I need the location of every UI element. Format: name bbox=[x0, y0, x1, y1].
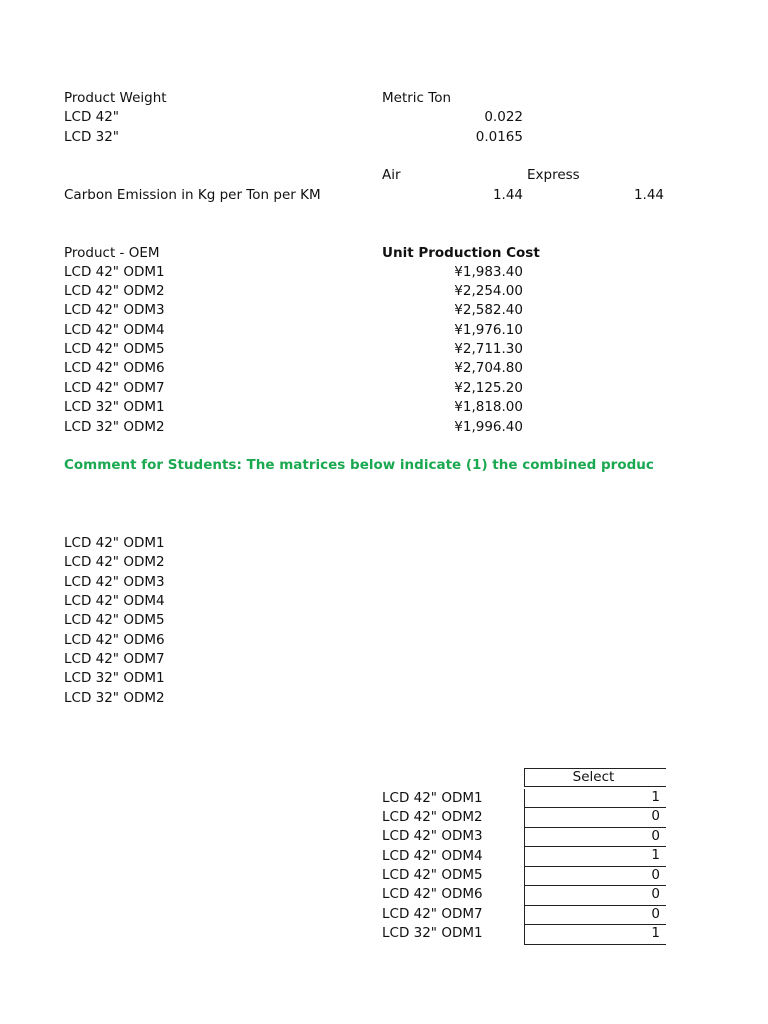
list-item: LCD 42" ODM6 bbox=[64, 632, 165, 648]
cost-row-value: ¥1,996.40 bbox=[454, 419, 523, 435]
cost-row-name: LCD 42" ODM7 bbox=[64, 380, 165, 396]
select-row-name: LCD 32" ODM1 bbox=[382, 925, 483, 941]
list-item: LCD 42" ODM3 bbox=[64, 574, 165, 590]
air-emission-value: 1.44 bbox=[492, 187, 523, 203]
student-comment: Comment for Students: The matrices below indicate (1) the combined produc bbox=[64, 457, 654, 473]
express-emission-value: 1.44 bbox=[633, 187, 664, 203]
cost-row-name: LCD 42" ODM4 bbox=[64, 322, 165, 338]
cost-row-name: LCD 42" ODM3 bbox=[64, 302, 165, 318]
product-weight-label: Product Weight bbox=[64, 90, 167, 106]
select-cell[interactable] bbox=[524, 886, 666, 906]
select-row-name: LCD 42" ODM3 bbox=[382, 828, 483, 844]
select-cell[interactable] bbox=[524, 808, 666, 828]
cost-row-name: LCD 42" ODM6 bbox=[64, 360, 165, 376]
select-cell-value: 0 bbox=[651, 906, 660, 922]
cost-row-value: ¥1,976.10 bbox=[454, 322, 523, 338]
select-cell-value: 1 bbox=[651, 925, 660, 941]
select-row-name: LCD 42" ODM4 bbox=[382, 848, 483, 864]
select-cell-value: 0 bbox=[651, 867, 660, 883]
metric-ton-header: Metric Ton bbox=[382, 90, 452, 106]
list-item: LCD 42" ODM4 bbox=[64, 593, 165, 609]
select-cell[interactable] bbox=[524, 925, 666, 945]
list-item: LCD 42" ODM5 bbox=[64, 612, 165, 628]
select-cell[interactable] bbox=[524, 847, 666, 867]
unit-production-cost-header: Unit Production Cost bbox=[382, 245, 540, 261]
select-row-name: LCD 42" ODM2 bbox=[382, 809, 483, 825]
cost-row-name: LCD 42" ODM5 bbox=[64, 341, 165, 357]
select-row-name: LCD 42" ODM1 bbox=[382, 790, 483, 806]
select-row-name: LCD 42" ODM6 bbox=[382, 886, 483, 902]
select-row-name: LCD 42" ODM7 bbox=[382, 906, 483, 922]
express-header: Express bbox=[527, 167, 580, 183]
list-item: LCD 42" ODM7 bbox=[64, 651, 165, 667]
select-cell[interactable] bbox=[524, 828, 666, 847]
select-cell[interactable] bbox=[524, 867, 666, 886]
select-cell-value: 0 bbox=[651, 886, 660, 902]
carbon-emission-label: Carbon Emission in Kg per Ton per KM bbox=[64, 187, 321, 203]
weight-row-name: LCD 42" bbox=[64, 109, 120, 125]
cost-row-value: ¥1,818.00 bbox=[454, 399, 523, 415]
select-cell-value: 1 bbox=[651, 847, 660, 863]
select-cell-value: 0 bbox=[651, 808, 660, 824]
select-header-cell[interactable] bbox=[524, 768, 666, 787]
list-item: LCD 32" ODM1 bbox=[64, 670, 165, 686]
air-header: Air bbox=[382, 167, 401, 183]
list-item: LCD 42" ODM2 bbox=[64, 554, 165, 570]
weight-row-value: 0.022 bbox=[484, 109, 523, 125]
cost-row-value: ¥1,983.40 bbox=[454, 264, 523, 280]
cost-row-name: LCD 42" ODM2 bbox=[64, 283, 165, 299]
product-oem-label: Product - OEM bbox=[64, 245, 160, 261]
weight-row-name: LCD 32" bbox=[64, 129, 120, 145]
select-cell-value: 1 bbox=[651, 789, 660, 805]
select-header-label: Select bbox=[572, 769, 615, 785]
cost-row-value: ¥2,582.40 bbox=[454, 302, 523, 318]
select-cell[interactable] bbox=[524, 906, 666, 925]
cost-row-value: ¥2,125.20 bbox=[454, 380, 523, 396]
cost-row-name: LCD 32" ODM2 bbox=[64, 419, 165, 435]
select-cell-value: 0 bbox=[651, 828, 660, 844]
list-item: LCD 32" ODM2 bbox=[64, 690, 165, 706]
weight-row-value: 0.0165 bbox=[475, 129, 523, 145]
select-row-name: LCD 42" ODM5 bbox=[382, 867, 483, 883]
cost-row-name: LCD 32" ODM1 bbox=[64, 399, 165, 415]
cost-row-value: ¥2,711.30 bbox=[454, 341, 523, 357]
list-item: LCD 42" ODM1 bbox=[64, 535, 165, 551]
cost-row-value: ¥2,704.80 bbox=[454, 360, 523, 376]
select-cell[interactable] bbox=[524, 789, 666, 808]
cost-row-name: LCD 42" ODM1 bbox=[64, 264, 165, 280]
cost-row-value: ¥2,254.00 bbox=[454, 283, 523, 299]
